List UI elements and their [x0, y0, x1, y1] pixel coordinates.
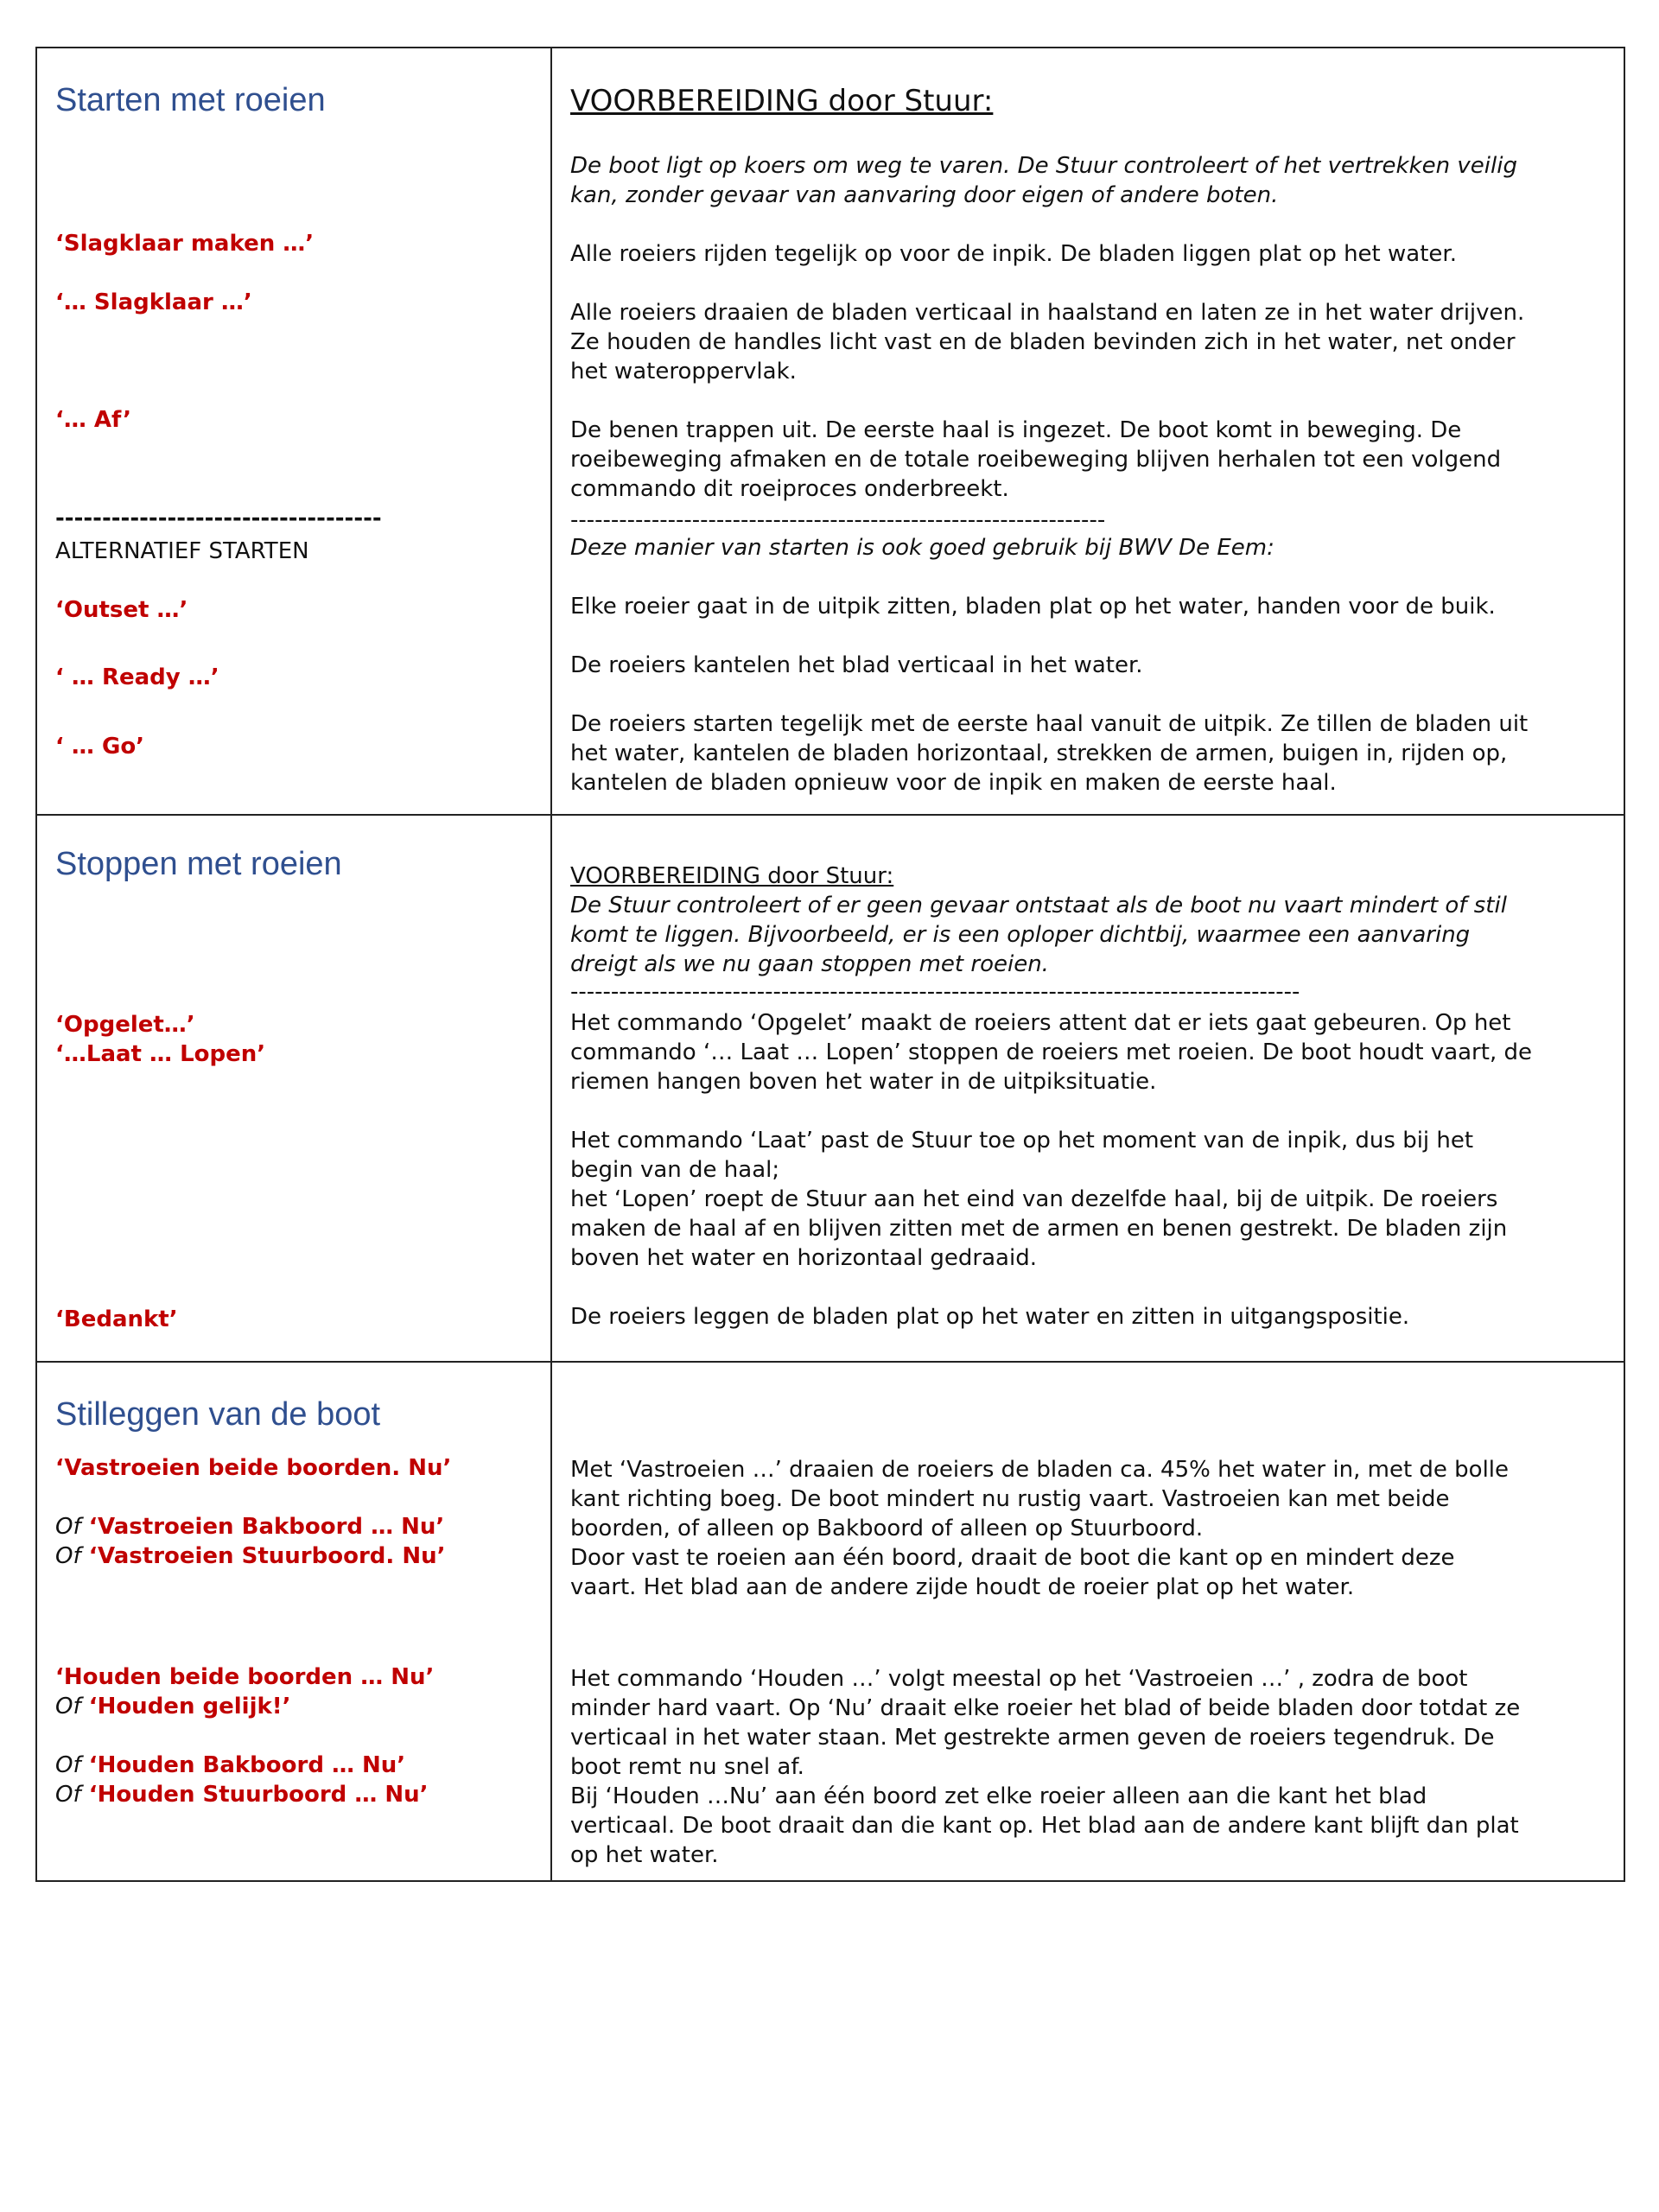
paragraph: Elke roeier gaat in de uitpik zitten, bladen plat op het water, handen voor de buik. — [570, 594, 1496, 620]
explanation-cell — [551, 48, 1624, 815]
or-label: Of — [55, 1694, 81, 1719]
paragraph: De roeiers leggen de bladen plat op het water en zitten in uitgangspositie. — [570, 1304, 1410, 1330]
command-label: ‘Slagklaar maken …’ — [55, 231, 315, 257]
section-title: Stilleggen van de boot — [55, 1396, 381, 1433]
command-label — [55, 1780, 429, 1809]
paragraph: De Stuur controleert of er geen gevaar ontstaat als de boot nu vaart mindert of stil komt te liggen. Bijvoorbeeld, er is een oploper dichtbij, waarmee een aanvaring dreigt als we nu gaan stoppen met roeien. — [570, 893, 1507, 977]
preparation-heading: VOORBEREIDING door Stuur: — [570, 84, 994, 118]
command-label — [55, 1751, 405, 1780]
separator-line: ----------------------------------- — [55, 505, 382, 531]
command-label: ‘… Af’ — [55, 407, 132, 433]
command-text: ‘Vastroeien Stuurboord. Nu’ — [88, 1543, 446, 1569]
or-label: Of — [55, 1752, 81, 1778]
command-label: ‘ … Ready …’ — [55, 664, 219, 690]
paragraph: Het commando ‘Opgelet’ maakt de roeiers attent dat er iets gaat gebeuren. Op het commando ‘… Laat … Lopen’ stoppen de roeiers met roeien. De boot houdt vaart, de riemen hangen boven het water in de uitpiksituatie. — [570, 1010, 1532, 1095]
separator-line: ------------------------------------------------------------------ — [570, 509, 1106, 531]
paragraph: De benen trappen uit. De eerste haal is ingezet. De boot komt in beweging. De roeibeweging afmaken en de totale roeibeweging blijven herhalen tot een volgend commando dit roeiproces onderbreekt. — [570, 417, 1502, 502]
command-label: ‘…Laat … Lopen’ — [55, 1041, 266, 1067]
paragraph: De roeiers kantelen het blad verticaal in het water. — [570, 652, 1143, 678]
or-label: Of — [55, 1543, 81, 1569]
commands-table — [35, 47, 1625, 1882]
command-label: ‘ … Go’ — [55, 734, 145, 760]
paragraph: Deze manier van starten is ook goed gebruik bij BWV De Eem: — [570, 535, 1274, 561]
command-label — [55, 1692, 291, 1721]
paragraph: Alle roeiers rijden tegelijk op voor de inpik. De bladen liggen plat op het water. — [570, 241, 1457, 267]
command-label — [55, 1541, 445, 1571]
separator-line: ------------------------------------------------------------------------------------------ — [570, 981, 1300, 1003]
paragraph: Het commando ‘Houden …’ volgt meestal op het ‘Vastroeien …’ , zodra de boot minder hard vaart. Op ‘Nu’ draait elke roeier het blad of beide bladen door totdat ze verticaal in het water staan. Met gestrekte armen geven de roeiers tegendruk. De boot remt nu snel af. Bij ‘Houden …Nu’ aan één boord zet elke roeier alleen aan die kant het blad verticaal. De boot draait dan die kant op. Het blad aan de andere kant blijft dan plat op het water. — [570, 1666, 1521, 1868]
command-label: ‘Vastroeien beide boorden. Nu’ — [55, 1455, 452, 1481]
command-text: ‘Houden Stuurboord … Nu’ — [88, 1782, 429, 1808]
command-label: ‘Opgelet…’ — [55, 1012, 195, 1038]
section-title: Stoppen met roeien — [55, 846, 342, 882]
section-title: Starten met roeien — [55, 82, 326, 118]
paragraph: De boot ligt op koers om weg te varen. De Stuur controleert of het vertrekken veilig kan, zonder gevaar van aanvaring door eigen of andere boten. — [570, 153, 1517, 208]
paragraph: Met ‘Vastroeien …’ draaien de roeiers de bladen ca. 45% het water in, met de bolle kant richting boeg. De boot mindert nu rustig vaart. Vastroeien kan met beide boorden, of alleen op Bakboord of alleen op Stuurboord. Door vast te roeien aan één boord, draait de boot die kant op en mindert deze vaart. Het blad aan de andere zijde houdt de roeier plat op het water. — [570, 1457, 1510, 1600]
command-text: ‘Vastroeien Bakboord … Nu’ — [88, 1514, 445, 1540]
paragraph: Het commando ‘Laat’ past de Stuur toe op het moment van de inpik, dus bij het begin van de haal; het ‘Lopen’ roept de Stuur aan het eind van dezelfde haal, bij de uitpik. De roeiers maken de haal af en blijven zitten met de armen en benen gestrekt. De bladen zijn boven het water en horizontaal gedraaid. — [570, 1128, 1508, 1271]
command-label: ‘Houden beide boorden … Nu’ — [55, 1664, 435, 1690]
preparation-heading: VOORBEREIDING door Stuur: — [570, 863, 894, 889]
command-text: ‘Houden gelijk!’ — [88, 1694, 291, 1719]
command-cell — [36, 815, 551, 1362]
section-stoppen — [36, 815, 1624, 1362]
command-label: ‘Bedankt’ — [55, 1306, 178, 1332]
command-cell — [36, 48, 551, 815]
explanation-cell — [551, 1362, 1624, 1881]
command-label: ‘Outset …’ — [55, 597, 188, 623]
or-label: Of — [55, 1782, 81, 1808]
command-cell — [36, 1362, 551, 1881]
section-stilleggen — [36, 1362, 1624, 1881]
section-starten — [36, 48, 1624, 815]
command-text: ‘Houden Bakboord … Nu’ — [88, 1752, 406, 1778]
or-label: Of — [55, 1514, 81, 1540]
command-label — [55, 1512, 444, 1541]
paragraph: Alle roeiers draaien de bladen verticaal in haalstand en laten ze in het water drijven. Ze houden de handles licht vast en de bladen bevinden zich in het water, net onder het wateroppervlak. — [570, 300, 1525, 385]
explanation-cell — [551, 815, 1624, 1362]
alternative-label: ALTERNATIEF STARTEN — [55, 538, 309, 564]
command-label: ‘… Slagklaar …’ — [55, 289, 252, 315]
paragraph: De roeiers starten tegelijk met de eerste haal vanuit de uitpik. Ze tillen de bladen uit het water, kantelen de bladen horizontaal, strekken de armen, buigen in, rijden op, kantelen de bladen opnieuw voor de inpik en maken de eerste haal. — [570, 711, 1529, 796]
